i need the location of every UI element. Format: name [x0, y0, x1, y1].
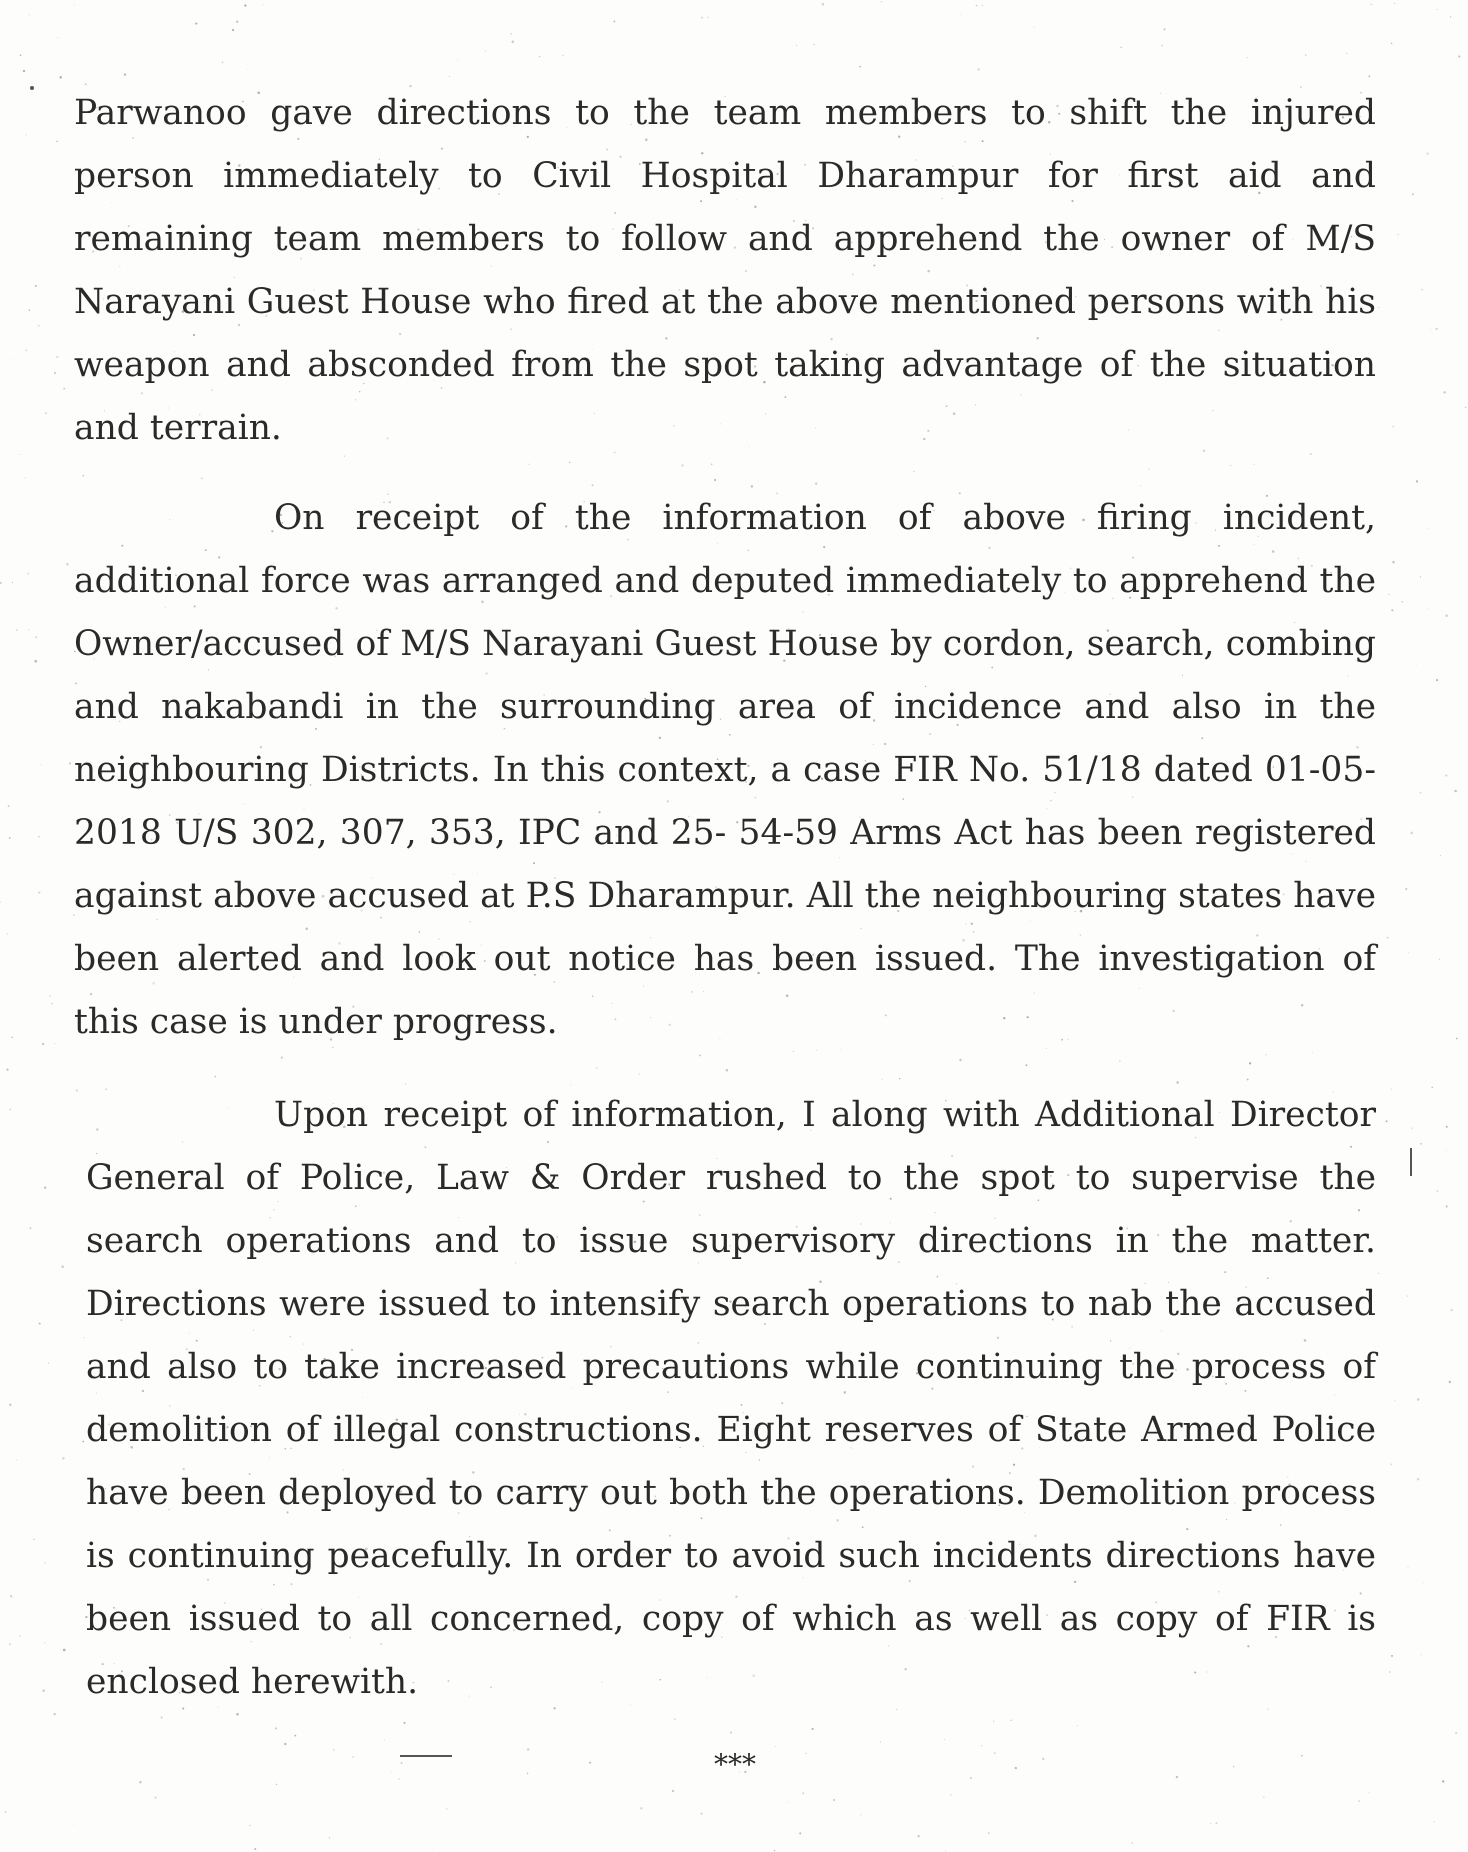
scan-speck: [232, 29, 234, 31]
scan-speck: [446, 1808, 447, 1809]
scan-speck: [48, 1363, 49, 1364]
scan-speck: [510, 33, 511, 34]
scan-speck: [1305, 55, 1306, 56]
scan-speck: [539, 56, 540, 57]
scan-speck: [254, 1848, 256, 1850]
scan-speck: [1451, 1309, 1453, 1311]
scan-speck: [1391, 609, 1393, 611]
scan-speck: [398, 1778, 400, 1780]
scan-speck: [1388, 594, 1389, 595]
scan-speck: [66, 563, 69, 566]
scan-speck: [195, 23, 197, 25]
scan-speck: [284, 1743, 286, 1745]
scan-speck: [1401, 601, 1403, 603]
scan-speck: [49, 995, 51, 997]
scan-speck: [700, 1812, 702, 1814]
scan-speck: [1398, 234, 1399, 235]
scan-speck: [1077, 1725, 1078, 1726]
scan-speck: [1436, 679, 1438, 681]
scan-speck: [860, 1814, 861, 1815]
scan-speck: [1420, 576, 1421, 577]
scan-speck: [1439, 959, 1440, 960]
scan-speck: [457, 60, 458, 61]
scan-speck: [899, 1078, 900, 1079]
scan-speck: [8, 805, 10, 807]
scan-speck: [681, 464, 683, 466]
scan-speck: [404, 1722, 406, 1724]
scan-speck: [1346, 53, 1347, 54]
scan-speck: [19, 1635, 21, 1637]
scan-speck: [1387, 937, 1389, 939]
scan-speck: [1263, 1797, 1264, 1798]
scan-speck: [512, 41, 515, 44]
scan-speck: [6, 1069, 8, 1071]
scan-speck: [1034, 27, 1035, 28]
scan-speck: [945, 1850, 946, 1851]
scan-speck: [1394, 1400, 1395, 1401]
scan-speck: [1391, 43, 1393, 45]
scan-speck: [1408, 952, 1409, 953]
scan-speck: [1378, 1273, 1379, 1274]
scan-speck: [54, 1713, 56, 1715]
scan-speck: [1015, 1767, 1017, 1769]
scan-speck: [1161, 45, 1163, 47]
scan-speck: [640, 1807, 643, 1810]
scan-speck: [1389, 1671, 1390, 1672]
scan-speck: [39, 1323, 41, 1325]
scan-speck: [1368, 75, 1370, 77]
scan-speck: [6, 933, 7, 934]
scan-speck: [51, 1003, 52, 1004]
scan-speck: [27, 573, 29, 575]
scan-speck: [1417, 1478, 1419, 1480]
scan-speck: [813, 44, 814, 45]
scan-speck: [613, 20, 615, 22]
scan-speck: [1411, 1128, 1412, 1129]
scan-speck: [83, 1337, 84, 1338]
scan-speck: [62, 1457, 65, 1460]
scan-speck: [1391, 1089, 1392, 1090]
scan-speck: [1442, 1780, 1444, 1782]
scan-speck: [20, 54, 22, 56]
scan-speck: [56, 356, 58, 358]
scan-speck: [61, 1265, 64, 1268]
scan-speck: [73, 1825, 74, 1826]
scan-speck: [384, 1739, 385, 1740]
scan-speck: [528, 464, 529, 465]
scan-speck: [236, 21, 238, 23]
scan-speck: [527, 1748, 530, 1751]
scan-speck: [400, 1762, 402, 1764]
scan-speck: [978, 68, 980, 70]
scan-speck: [56, 141, 58, 143]
scan-speck: [1458, 55, 1460, 57]
scan-speck: [19, 454, 20, 455]
scan-speck: [76, 1089, 78, 1091]
scan-speck: [1454, 790, 1457, 793]
scan-speck: [1410, 832, 1413, 835]
scan-speck: [775, 1746, 776, 1747]
scan-speck: [1430, 329, 1431, 330]
scan-speck: [993, 1721, 994, 1722]
scan-speck: [1368, 1792, 1369, 1793]
scan-speck: [1390, 1463, 1392, 1465]
scan-speck: [960, 14, 961, 15]
scan-speck: [589, 1762, 591, 1764]
scan-speck: [1010, 1720, 1011, 1721]
scan-speck: [1378, 307, 1379, 308]
scan-speck: [1456, 1038, 1458, 1040]
scan-speck: [54, 372, 56, 374]
scan-speck: [1449, 1381, 1451, 1383]
scan-speck: [69, 762, 71, 764]
scan-speck: [214, 1076, 216, 1078]
scan-speck: [35, 285, 37, 287]
scan-speck: [1437, 9, 1438, 10]
scan-speck: [730, 1732, 732, 1734]
scan-speck: [1163, 28, 1165, 30]
scan-speck: [1407, 1296, 1408, 1297]
scan-speck: [1407, 1567, 1408, 1568]
end-of-page-mark: ***: [714, 1748, 756, 1781]
scan-speck: [281, 1056, 283, 1058]
scan-speck: [981, 1745, 982, 1746]
stray-mark: [400, 1755, 452, 1757]
scan-speck: [1443, 391, 1445, 393]
scan-speck: [59, 76, 61, 78]
scan-speck: [1391, 1655, 1393, 1657]
scan-speck: [74, 4, 75, 5]
scan-speck: [222, 62, 224, 64]
scan-speck: [1446, 1126, 1448, 1128]
scan-speck: [1247, 57, 1248, 58]
scan-speck: [276, 1784, 277, 1785]
scan-speck: [527, 1773, 528, 1774]
scan-speck: [294, 1735, 296, 1737]
scan-speck: [592, 484, 594, 486]
paragraph-3: Upon receipt of information, I along with Additional Director General of Police, Law & Order rushed to the spot to supervise the search operations and to issue supervisory directions in the matter. Directions were issued to intensify search operations to nab the accused and also to take increased precautions while continuing the process of demolition of illegal constructions. Eight reserves of State Armed Police have been deployed to carry out both the operations. Demolition process is continuing peacefully. In order to avoid such incidents directions have been issued to all concerned, copy of which as well as copy of FIR is enclosed herewith.: [86, 1095, 1376, 1702]
scan-speck: [63, 1649, 66, 1652]
scan-speck: [1265, 1054, 1266, 1055]
paragraph-2: On receipt of the information of above firing incident, additional force was arranged and deputed immediately to apprehend the Owner/accused of M/S Narayani Guest House by cordon, search, combing and nakabandi in the surrounding area of incidence and also in the neighbouring Districts. In this context, a case FIR No. 51/18 dated 01-05-2018 U/S 302, 307, 353, IPC and 25- 54-59 Arms Act has been registered against above accused at P.S Dharampur. All the neighbouring states have been alerted and look out notice has been issued. The investigation of this case is under progress.: [74, 498, 1376, 1042]
scan-speck: [54, 1043, 55, 1044]
scan-speck: [805, 1753, 807, 1755]
scan-speck: [701, 17, 703, 19]
scan-speck: [139, 1781, 141, 1783]
scan-speck: [155, 1796, 157, 1798]
scan-speck: [1215, 1822, 1217, 1824]
scan-speck: [1421, 1654, 1422, 1655]
scan-speck: [12, 582, 13, 583]
scan-speck: [1025, 1064, 1027, 1066]
scan-speck: [9, 1403, 12, 1406]
stray-mark: [1410, 1148, 1412, 1176]
scan-speck: [988, 1832, 990, 1834]
scan-speck: [674, 1718, 676, 1720]
scan-speck: [918, 1835, 920, 1837]
scan-speck: [1426, 152, 1428, 154]
scan-speck: [1392, 561, 1394, 563]
scan-speck: [815, 482, 817, 484]
scan-speck: [1233, 1766, 1235, 1768]
scan-speck: [1436, 1190, 1438, 1192]
scan-speck: [0, 901, 1, 903]
scan-speck: [42, 1689, 44, 1691]
scan-speck: [201, 477, 203, 479]
scan-speck: [82, 475, 84, 477]
scan-speck: [994, 1752, 995, 1753]
scan-speck: [982, 5, 983, 6]
scan-speck: [38, 325, 40, 327]
scan-speck: [29, 14, 30, 15]
scan-speck: [1465, 407, 1467, 409]
scan-speck: [10, 1595, 13, 1598]
scan-speck: [699, 1054, 701, 1056]
scan-speck: [44, 1187, 46, 1189]
scan-speck: [950, 1794, 951, 1795]
scan-speck: [569, 462, 570, 463]
scan-speck: [38, 891, 40, 893]
paragraph-1: Parwanoo gave directions to the team members to shift the injured person immediately to Civil Hospital Dharampur for first aid and remaining team members to follow and apprehend the owner of M/S Narayani Guest House who fired at the above mentioned persons with his weapon and absconded from the spot taking advantage of the situation and terrain.: [74, 93, 1376, 448]
scan-speck: [1042, 1758, 1044, 1760]
scan-speck: [82, 1441, 84, 1443]
scan-speck: [1119, 1061, 1120, 1062]
scan-speck: [799, 1832, 801, 1834]
scan-speck: [63, 388, 65, 390]
scan-speck: [639, 1074, 640, 1075]
scan-speck: [391, 1771, 392, 1772]
scan-speck: [1416, 664, 1417, 665]
scan-speck: [1455, 1732, 1457, 1734]
scan-speck: [1405, 888, 1407, 890]
scan-speck: [1446, 1150, 1447, 1151]
scan-speck: [35, 636, 37, 638]
scan-speck: [28, 629, 29, 630]
scan-speck: [432, 1849, 433, 1850]
scan-speck: [1421, 289, 1423, 291]
scan-speck: [34, 660, 37, 663]
scan-speck: [44, 1642, 45, 1643]
scan-speck: [26, 134, 27, 135]
scan-speck: [1249, 1062, 1251, 1064]
scan-speck: [42, 1043, 44, 1045]
scan-speck: [1392, 426, 1394, 428]
scan-speck: [1427, 608, 1428, 609]
scan-speck: [1148, 469, 1149, 470]
scan-speck: [913, 471, 915, 473]
scan-speck: [1445, 774, 1447, 776]
scan-speck: [1420, 1143, 1422, 1145]
scan-speck: [1210, 1823, 1211, 1824]
scan-speck: [1386, 1120, 1388, 1122]
scan-speck: [822, 3, 825, 6]
scan-speck: [30, 1227, 32, 1229]
scan-speck: [1254, 464, 1255, 465]
scan-speck: [833, 1799, 835, 1801]
scan-speck: [26, 349, 28, 351]
scan-speck: [1434, 1821, 1435, 1822]
scan-speck: [1132, 1842, 1133, 1843]
scan-speck: [1435, 328, 1437, 330]
scan-speck: [1450, 16, 1451, 17]
scan-speck: [1394, 3, 1395, 4]
scan-speck: [1417, 1398, 1420, 1401]
scan-speck: [711, 463, 713, 465]
scan-speck: [970, 1777, 972, 1779]
scan-speck: [1445, 615, 1447, 617]
scan-speck: [1301, 1755, 1302, 1756]
scan-speck: [29, 310, 31, 312]
scan-speck: [11, 1037, 12, 1038]
scan-speck: [1176, 1776, 1178, 1778]
scan-speck: [1412, 193, 1414, 195]
stray-mark: [30, 86, 34, 90]
scan-speck: [57, 37, 58, 38]
scan-speck: [485, 50, 486, 51]
scan-speck: [124, 73, 126, 75]
scan-speck: [1230, 465, 1231, 466]
scan-speck: [1427, 528, 1428, 529]
scan-speck: [329, 1837, 330, 1838]
scan-speck: [672, 1790, 674, 1792]
scan-speck: [244, 4, 246, 6]
scan-speck: [16, 1460, 17, 1461]
scan-speck: [247, 69, 248, 70]
scan-speck: [796, 45, 797, 46]
scan-speck: [726, 1069, 729, 1072]
scan-speck: [333, 1749, 334, 1750]
scan-speck: [881, 1, 882, 2]
scan-speck: [45, 1562, 46, 1563]
scan-speck: [802, 1792, 804, 1794]
scan-speck: [1358, 1800, 1360, 1802]
scan-speck: [1446, 1206, 1448, 1208]
scan-speck: [9, 1108, 11, 1110]
scan-speck: [944, 1739, 945, 1740]
scan-speck: [859, 66, 861, 68]
scan-speck: [774, 1850, 776, 1852]
scan-speck: [714, 479, 716, 481]
scan-speck: [959, 1059, 961, 1061]
scan-speck: [33, 1539, 34, 1540]
scan-speck: [1440, 855, 1441, 856]
scan-speck: [0, 582, 2, 584]
scan-speck: [596, 1067, 597, 1068]
scan-speck: [1420, 792, 1422, 794]
scan-speck: [40, 764, 41, 765]
scan-speck: [16, 629, 18, 631]
scan-speck: [249, 1825, 251, 1827]
scan-speck: [275, 1727, 277, 1729]
scan-speck: [787, 1802, 788, 1803]
scan-speck: [24, 477, 25, 478]
scan-speck: [1431, 1087, 1433, 1089]
scan-speck: [9, 837, 11, 839]
scan-speck: [1423, 1582, 1424, 1583]
scan-speck: [10, 359, 11, 360]
scan-speck: [1140, 485, 1141, 486]
scan-speck: [1247, 1079, 1249, 1081]
scan-speck: [352, 1756, 353, 1757]
scan-speck: [812, 1728, 814, 1730]
scan-speck: [1120, 46, 1122, 48]
scan-speck: [5, 1811, 7, 1813]
scan-speck: [562, 55, 563, 56]
scan-speck: [23, 70, 25, 72]
scan-speck: [880, 1742, 881, 1743]
scan-speck: [976, 5, 978, 7]
scan-speck: [45, 412, 47, 414]
scan-speck: [882, 1079, 883, 1080]
scan-speck: [262, 4, 263, 5]
scan-speck: [38, 836, 39, 837]
scan-speck: [9, 1643, 11, 1645]
scan-speck: [1416, 480, 1418, 482]
scan-speck: [449, 76, 450, 77]
scan-speck: [1370, 4, 1372, 6]
scan-speck: [707, 17, 708, 18]
scan-speck: [161, 1717, 163, 1719]
